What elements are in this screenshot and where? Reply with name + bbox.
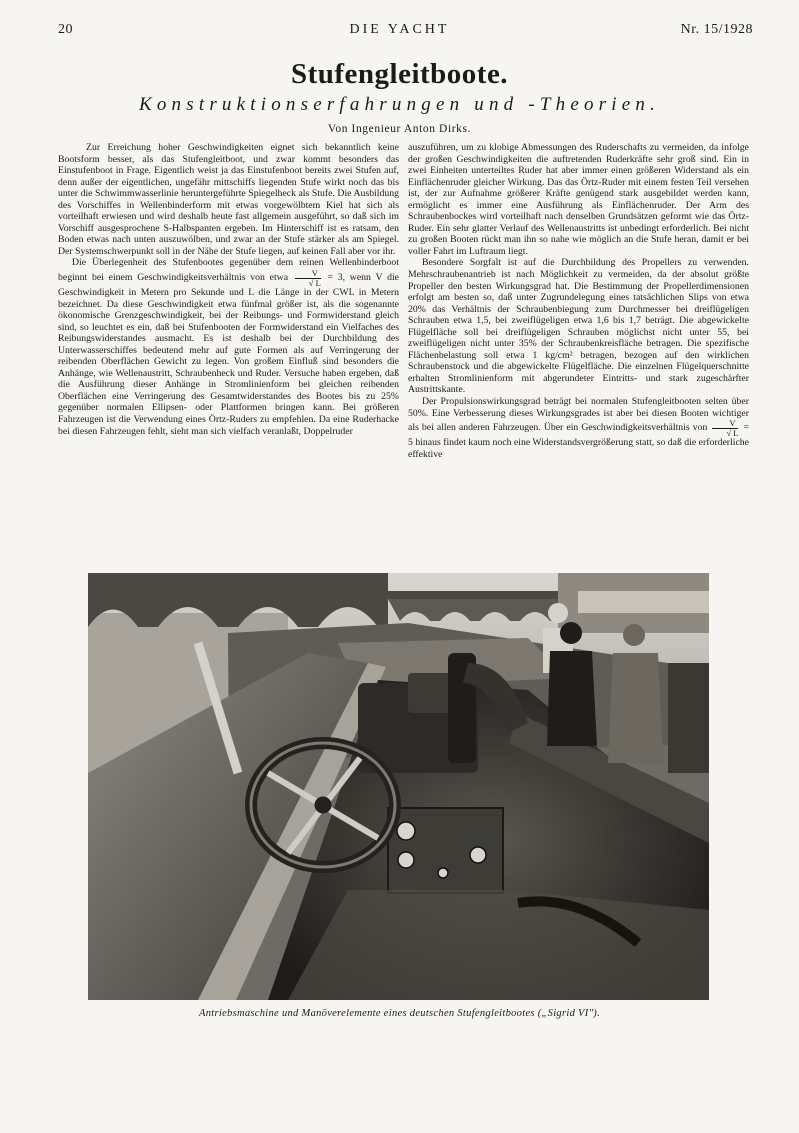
- paragraph: [58, 257, 399, 437]
- issue-number: Nr. 15/1928: [680, 22, 753, 37]
- journal-name: DIE YACHT: [349, 22, 450, 37]
- article-title: Stufengleitboote.: [290, 58, 509, 90]
- paragraph-text: = 5 hinaus findet kaum noch eine Widerstandsvergrößerung statt, so daß die erforderliche effektive: [408, 422, 749, 460]
- paragraph-text: = 3, wenn V die Geschwindigkeit in Metern pro Sekunde und L die Länge in der CWL in Metern bezeichnet. Da diese Geschwindigkeit etwa fünfmal größer ist, als die sogenannte ökonomische Grenzgeschwindigkeit, bei der Reibungs- und Formwiderstand gleich sind, so leuchtet es ein, daß bei Stufenbooten der Formwiderstand ein Vielfaches des Reibungswiderstandes ausmacht. Es ist deshalb bei der Durchbildung des Unterwasserschiffes bedeutend mehr auf gute Formen als auf Verringerung der reibenden Oberflächen Gewicht zu legen. Von großem Einfluß sind besonders die Anhänge, wie Wellenaustritt, Schraubenheck und Ruder. Versuche haben ergeben, daß die Ausführung dieser Anhänge in Stromlinienform bei gleichen reibenden Oberflächen eine Verringerung des Gesamtwiderstandes des Bootes bis zu 25% gegenüber normalen Ellipsen- oder Plattformen bringen kann. Bei größeren Fahrzeugen ist die Verwendung eines Örtz-Ruders zu empfehlen. Da eine Ruderhacke bei diesen Fahrzeugen fehlt, sieht man sich vielfach veranlaßt, Doppelruder: [58, 272, 399, 437]
- floor-boards: [288, 890, 709, 1000]
- text-column-right: [408, 142, 749, 552]
- paragraph: [408, 396, 749, 460]
- fraction-denominator: √ L: [726, 427, 739, 438]
- speed-ratio-fraction: [295, 269, 321, 287]
- boat-engine-photo: [88, 573, 709, 1000]
- speed-ratio-fraction: [712, 419, 738, 437]
- paragraph: auszuführen, um zu klobige Abmessungen des Ruderschafts zu vermeiden, da infolge der großen Geschwindigkeiten die auftretenden Ruderkräfte sehr groß sind. Ein in zwei Einheiten unterteiltes Ruder hat aber immer einen größeren Widerstand als ein Einflächenruder gleicher Wirkung. Das das Örtz-Ruder mit einem festen Teil versehen ist, der zur Aufnahme größerer Kräfte genügend stark ausgebildet werden kann, ermöglicht es immer eine Ausführung als Einflächenruder. Der Arm des Schraubenbockes wird vorteilhaft nach denselben Grundsätzen geformt wie das Örtz-Ruder. Ein sehr glatter Verlauf des Wellenaustritts ist unbedingt erforderlich. Bei nicht zu großen Booten rückt man ihn so nahe wie möglich an die Stufe heran, damit er bei voller Fahrt im Luftraum liegt.: [408, 142, 749, 257]
- fraction-denominator: √ L: [308, 277, 321, 288]
- paragraph: Besondere Sorgfalt ist auf die Durchbildung des Propellers zu verwenden. Mehrschraubenantrieb ist nach Möglichkeit zu vermeiden, da der absolut größte Propeller den besten Wirkungsgrad hat. Die Bestimmung der Propellerdimensionen erfolgt am besten so, daß unter Zugrundelegung eines tatsächlichen Slips von etwa 20% das Verhältnis der Schraubenbiegung zum Durchmesser bei dreiflügeligen Schrauben etwa 1,5, bei zweiflügeligen etwa 1,6 bis 1,7 beträgt. Die abgewickelte Flügelfläche soll bei dreiflügeligen Schrauben möglichst nicht unter 55, bei zweiflügeligen nicht unter 35% der Schraubenkreisfläche betragen. Die spezifische Flächenbelastung soll etwa 1 kg/cm² betragen, bezogen auf den wirklichen Schraubenstock und die abgewickelte Flügelfläche. Die einzelnen Flügelquerschnitte erhalten Stromlinienform mit abgerundeter Eintritts- und stark zugeschärfter Austrittskante.: [408, 257, 749, 396]
- paragraph: Zur Erreichung hoher Geschwindigkeiten eignet sich bekanntlich keine Bootsform besser, als das Stufengleitboot, und zwar kommt besonders das Einstufenboot in Frage. Eigentlich weist ja das Einstufenboot bereits zwei Stufen auf, denn außer der eigentlichen, ungefähr mittschiffs liegenden Stufe wirkt noch das bis unter die Schwimmwasserlinie heruntergeführte Spiegelheck als Stufe. Die Ausbildung des Vorschiffes in Wellenbinderform mit etwas vorgewölbtem Kiel hat sich als vorteilhaft erwiesen und wird deshalb heute fast allgemein ausgeführt, so daß sich im Vorschiff ausgesprochene S-Halbspanten ergeben. Im Hinterschiff ist es ratsam, den Boden etwas nach unten auszuwölben, und zwar an der Stufe stärker als am Spiegel. Der Systemschwerpunkt soll in der Nähe der Stufe liegen, auf keinen Fall aber vor ihr.: [58, 142, 399, 257]
- paragraph-text: Die Überlegenheit des Stufenbootes gegenüber dem reinen Wellenbinderboot beginnt bei einem Geschwindigkeitsverhältnis von etwa: [58, 257, 399, 284]
- instrument-panel: [388, 808, 503, 893]
- figure-caption: Antriebsmaschine und Manöverelemente eines deutschen Stufengleitbootes („Sigrid VI").: [198, 1008, 600, 1019]
- article-author: Von Ingenieur Anton Dirks.: [327, 123, 472, 135]
- fraction-numerator: V: [712, 419, 738, 429]
- paragraph-text: Der Propulsionswirkungsgrad beträgt bei normalen Stufengleitbooten selten über 50%. Eine Verbesserung dieses Wirkungsgrades ist aber bei diesen Booten wichtiger als bei allen anderen Fahrzeugen. Über ein Geschwindigkeitsverhältnis von: [408, 396, 749, 434]
- fraction-numerator: V: [295, 269, 321, 279]
- awning: [578, 591, 709, 613]
- text-column-left: [58, 142, 399, 552]
- photo-illustration: [88, 573, 709, 1000]
- page-number: 20: [58, 22, 73, 37]
- article-subtitle: Konstruktionserfahrungen und -Theorien.: [138, 94, 661, 115]
